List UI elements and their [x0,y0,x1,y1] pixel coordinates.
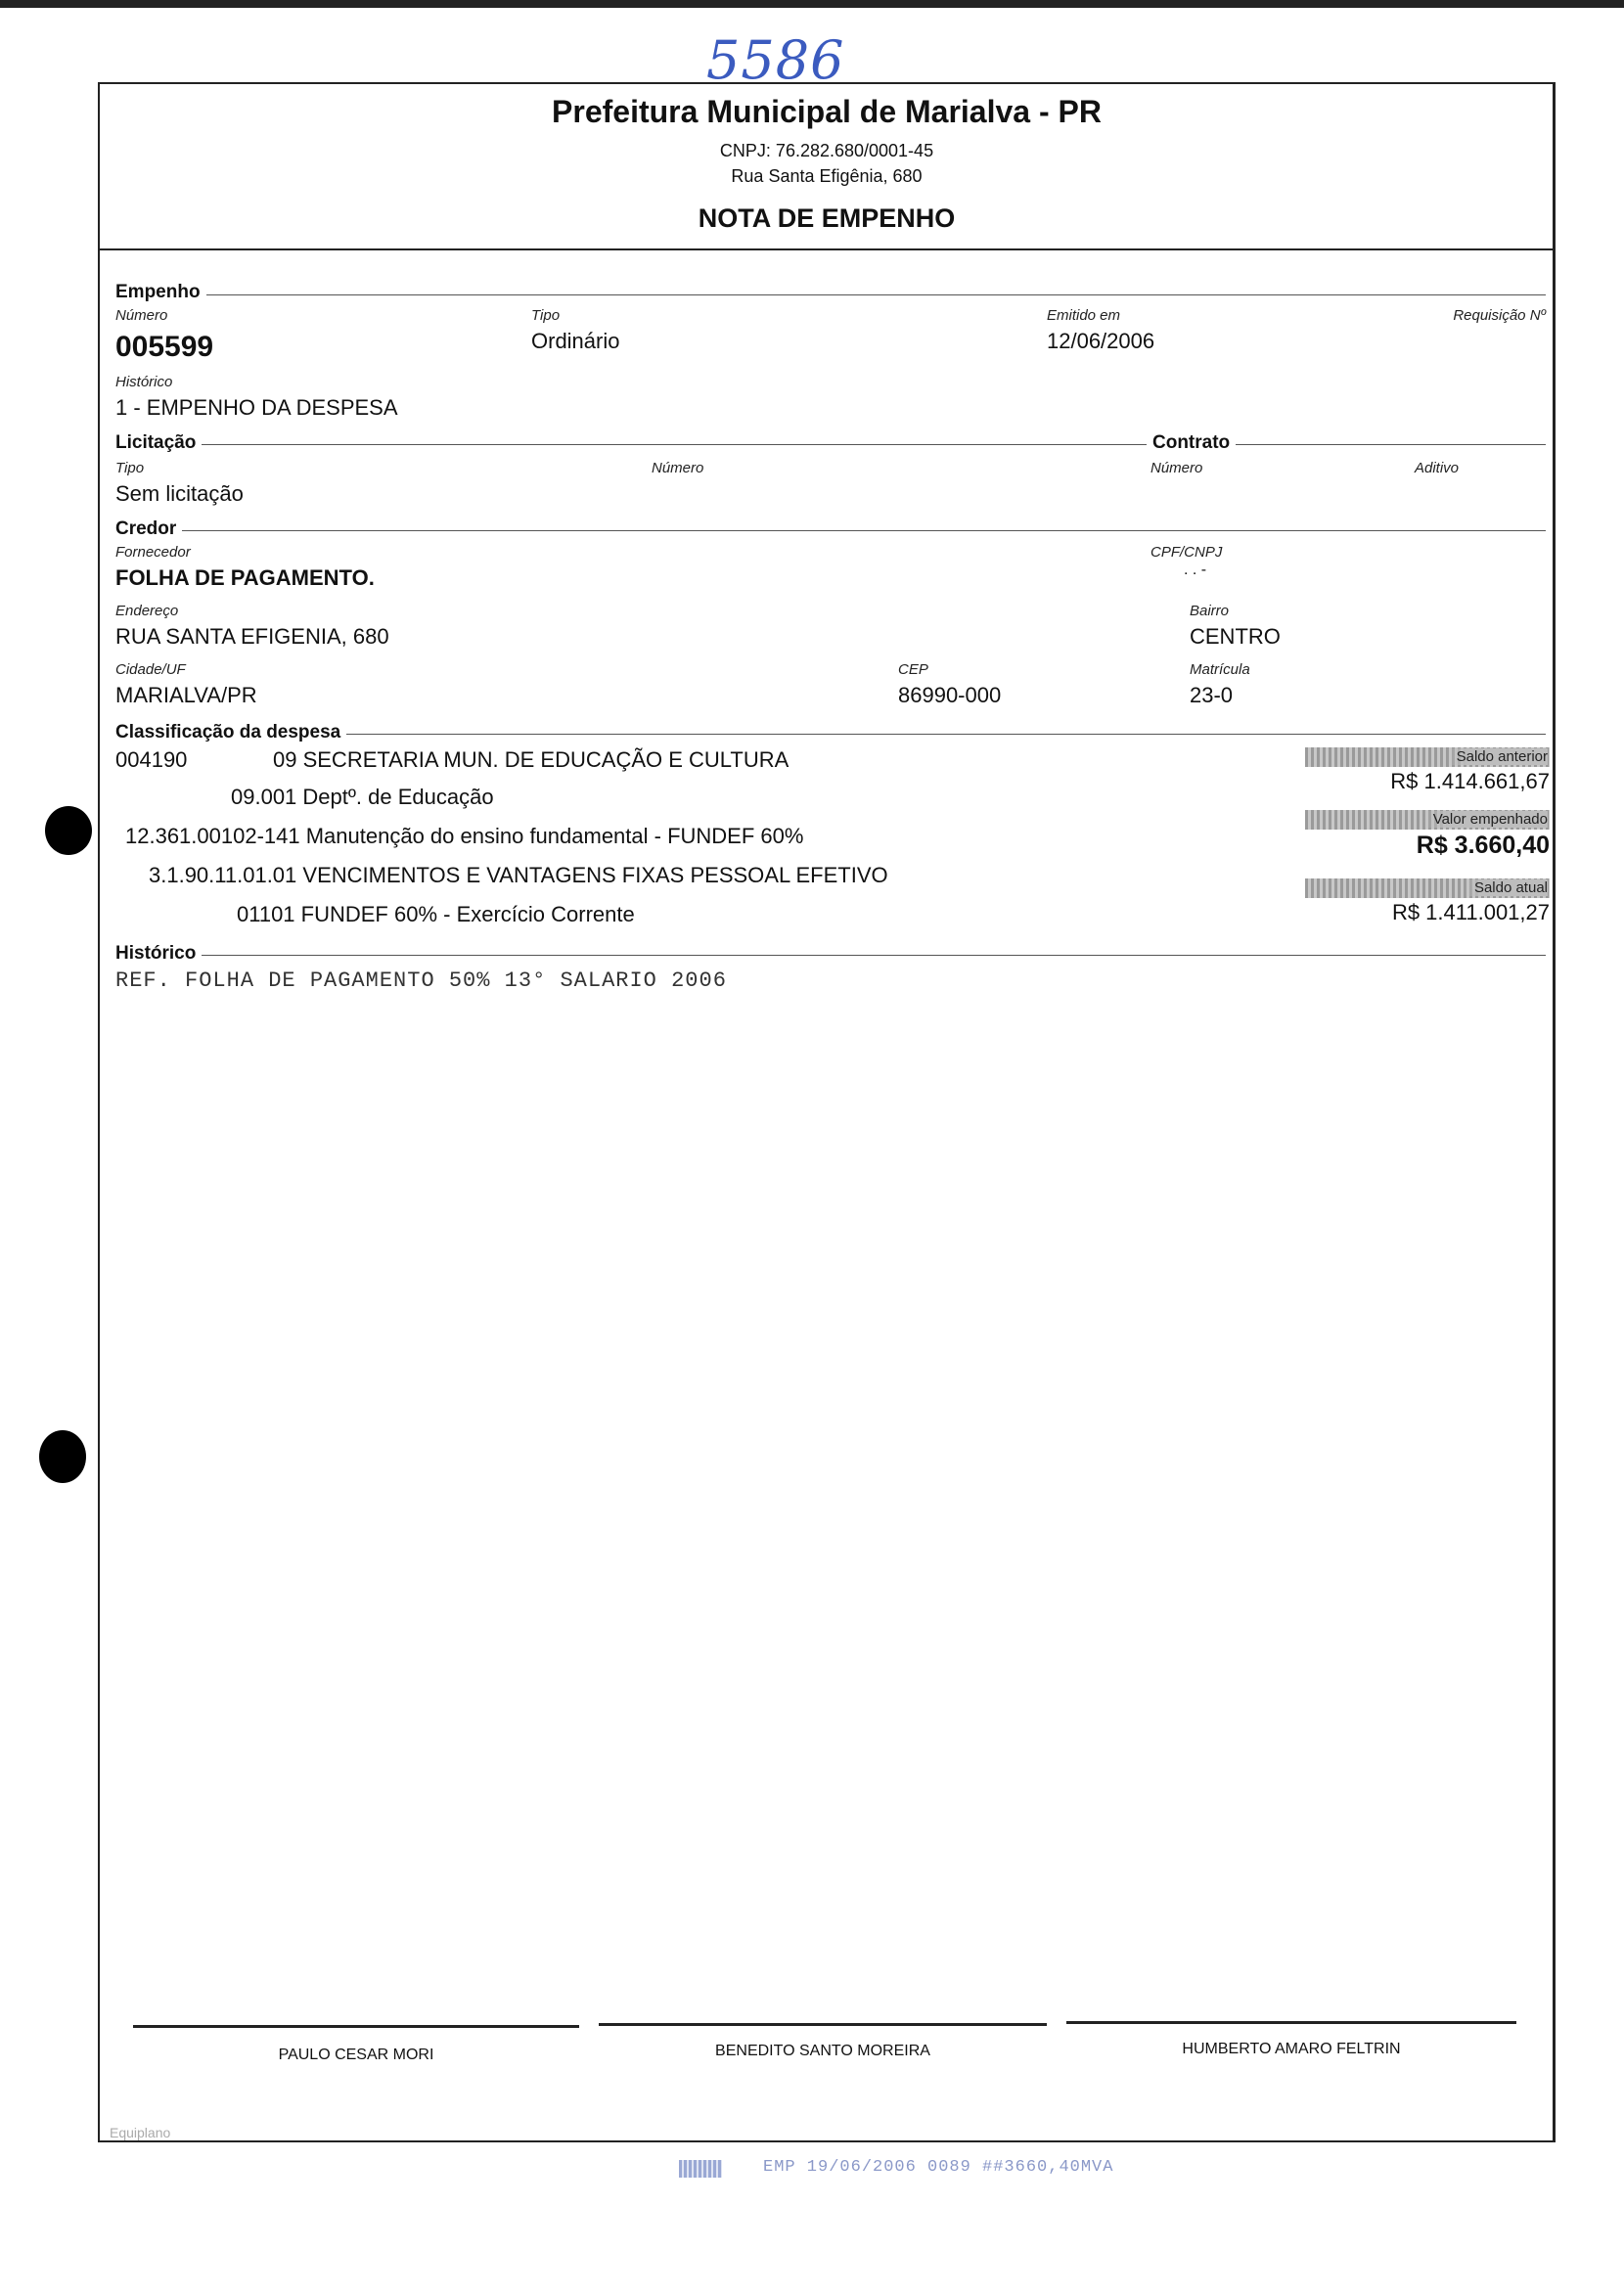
endereco-value: RUA SANTA EFIGENIA, 680 [115,624,389,649]
punch-hole-top [45,806,92,855]
software-watermark: Equiplano [110,2125,171,2140]
classificacao-line: 12.361.00102-141 Manutenção do ensino fundamental - FUNDEF 60% [125,824,804,848]
classificacao-line: 004190 [115,747,188,772]
cashier-stamp: EMP 19/06/2006 0089 ##3660,40MVA [763,2158,1114,2177]
valor-empenhado-label-text: Valor empenhado [1423,811,1548,828]
header-divider [98,248,1556,250]
empenho-historico: 1 - EMPENHO DA DESPESA [115,395,398,420]
fornecedor-name: FOLHA DE PAGAMENTO. [115,565,375,590]
emitido-date: 12/06/2006 [1047,329,1155,353]
emitido-label: Emitido em [1047,307,1121,324]
classificacao-section-title: Classificação da despesa [115,722,346,743]
historico-label: Histórico [115,374,173,390]
handwritten-number: 5586 [706,29,845,91]
tipo-label: Tipo [531,307,561,324]
org-name: Prefeitura Municipal de Marialva - PR [552,94,1102,129]
document-frame [98,82,1556,2142]
empenho-tipo: Ordinário [531,329,620,353]
signature-line [1066,2021,1516,2024]
licitacao-rule [115,444,1546,445]
requisicao-label: Requisição Nº [1453,307,1546,324]
valor-empenhado-value: R$ 3.660,40 [1416,832,1550,859]
numero-label: Número [115,307,168,324]
signature-name: BENEDITO SANTO MOREIRA [715,2043,930,2059]
endereco-label: Endereço [115,603,179,619]
fornecedor-label: Fornecedor [115,544,191,561]
empenho-section-title: Empenho [115,282,206,303]
historico-section-title: Histórico [115,943,202,965]
classificacao-line: 3.1.90.11.01.01 VENCIMENTOS E VANTAGENS FIXAS PESSOAL EFETIVO [149,863,888,887]
contrato-numero-label: Número [1150,460,1203,476]
signature-name: PAULO CESAR MORI [278,2047,434,2063]
matricula-value: 23-0 [1190,683,1234,707]
cpf-value: . . - [1184,562,1207,578]
empenho-number: 005599 [115,331,214,363]
licitacao-section-title: Licitação [115,432,202,454]
aditivo-label: Aditivo [1415,460,1460,476]
classificacao-line: 09.001 Deptº. de Educação [231,785,494,809]
saldo-anterior-label-text: Saldo anterior [1447,748,1548,765]
cidade-label: Cidade/UF [115,661,186,678]
valor-empenhado-label [1305,810,1550,830]
classificacao-line: 01101 FUNDEF 60% - Exercício Corrente [237,902,635,926]
scan-top-border [0,0,1624,8]
licitacao-tipo: Sem licitação [115,481,244,506]
saldo-anterior-label [1305,747,1550,767]
cidade-value: MARIALVA/PR [115,683,257,707]
matricula-label: Matrícula [1190,661,1250,678]
saldo-atual-label-text: Saldo atual [1465,879,1548,896]
licitacao-tipo-label: Tipo [115,460,145,476]
cpf-label: CPF/CNPJ [1150,544,1223,561]
credor-rule [115,530,1546,531]
historico-rule [115,955,1546,956]
cep-label: CEP [898,661,928,678]
punch-hole-bottom [39,1430,86,1483]
empenho-rule [115,294,1546,295]
saldo-atual-label [1305,878,1550,898]
document-title: NOTA DE EMPENHO [698,203,956,233]
cep-value: 86990-000 [898,683,1002,707]
licitacao-numero-label: Número [652,460,704,476]
credor-section-title: Credor [115,518,182,540]
classificacao-line: 09 SECRETARIA MUN. DE EDUCAÇÃO E CULTURA [273,747,789,772]
historico-text: REF. FOLHA DE PAGAMENTO 50% 13° SALARIO 2006 [115,968,727,993]
signature-line [133,2025,579,2028]
bairro-value: CENTRO [1190,624,1281,649]
bairro-label: Bairro [1190,603,1230,619]
stamp-logo-icon [679,2160,722,2178]
org-address: Rua Santa Efigênia, 680 [731,166,923,186]
contrato-section-title: Contrato [1147,432,1236,454]
signature-name: HUMBERTO AMARO FELTRIN [1182,2041,1401,2057]
saldo-atual-value: R$ 1.411.001,27 [1391,900,1550,924]
cnpj: CNPJ: 76.282.680/0001-45 [719,141,934,160]
saldo-anterior-value: R$ 1.414.661,67 [1390,769,1550,793]
signature-line [599,2023,1047,2026]
